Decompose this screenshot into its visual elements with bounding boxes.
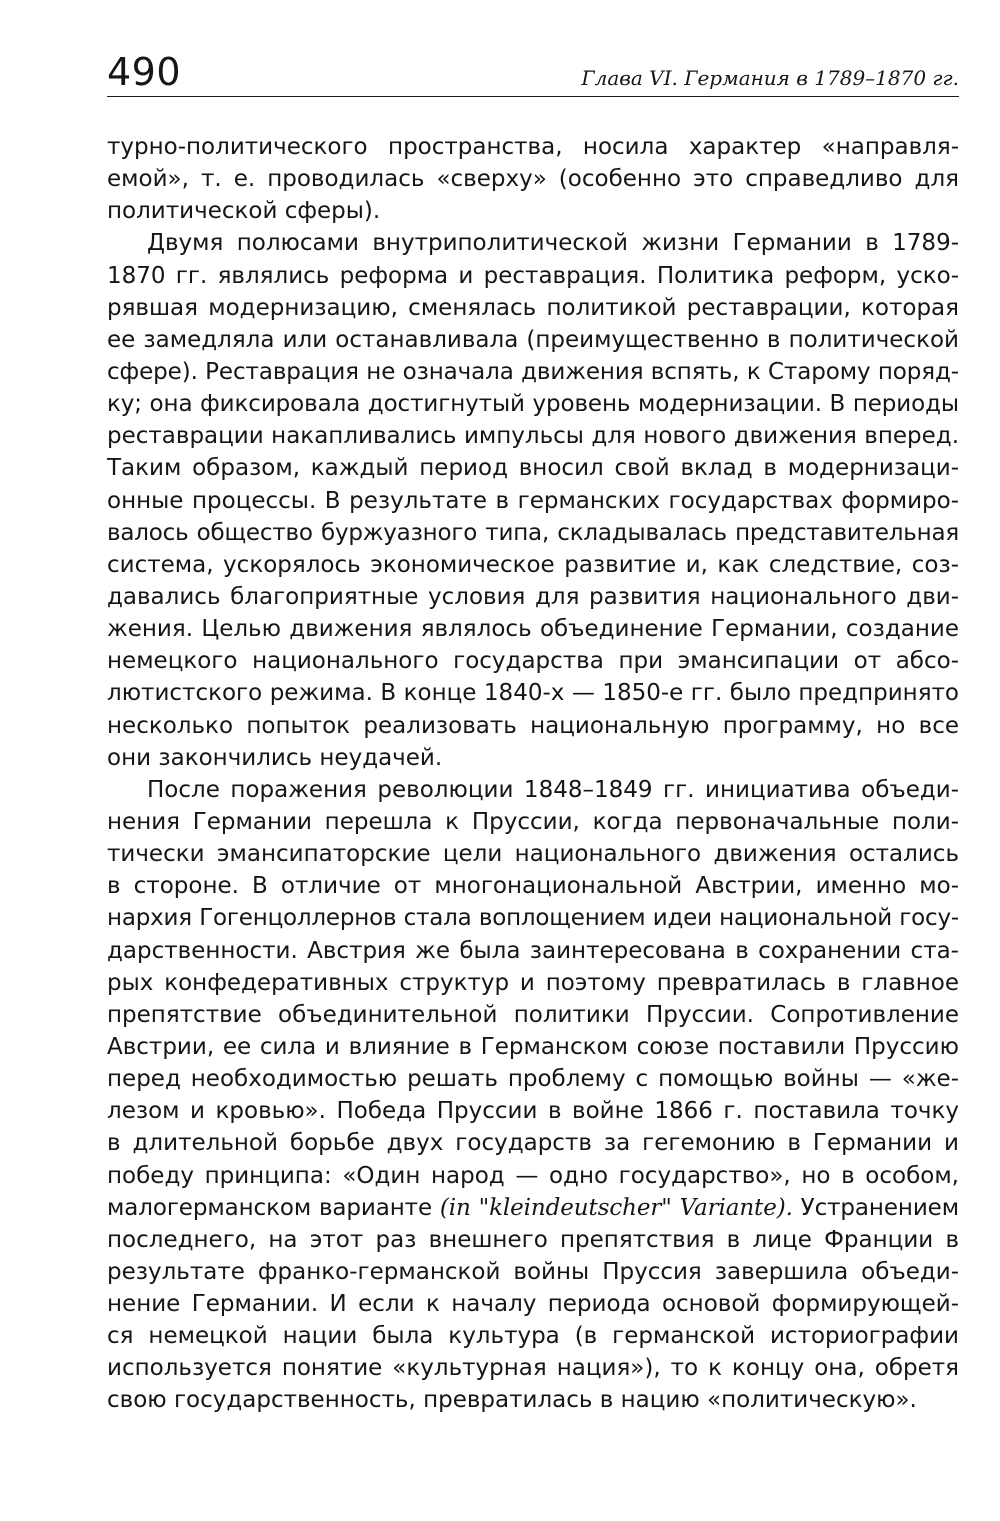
text-line: система, ускорялось экономическое развитие и, как следствие, соз- <box>107 551 959 578</box>
text-line: несколько попыток реализовать национальную программу, но все <box>107 712 959 739</box>
text-line: в длительной борьбе двух государств за гегемонию в Германии и <box>107 1130 959 1157</box>
text-line: емой», т. е. проводилась «сверху» (особенно это справедливо для <box>107 166 959 193</box>
text-line: свою государственность, превратилась в нацию «политическую». <box>107 1387 917 1414</box>
text-line: сфере). Реставрация не означала движения вспять, к Старому поряд- <box>107 358 959 385</box>
text-line: После поражения революции 1848–1849 гг. инициатива объеди- <box>147 776 959 803</box>
text-line: онные процессы. В результате в германских государствах формиро- <box>107 487 959 514</box>
text-line: давались благоприятные условия для развития национального дви- <box>107 583 959 610</box>
text-line: ее замедляла или останавливала (преимущественно в политической <box>107 326 959 353</box>
text-segment: малогерманском варианте <box>107 1194 440 1221</box>
text-line: Двумя полюсами внутриполитической жизни Германии в 1789- <box>147 230 959 257</box>
text-line: Австрии, ее сила и влияние в Германском союзе поставили Пруссию <box>107 1033 959 1060</box>
chapter-title: Глава VI. Германия в 1789–1870 гг. <box>581 66 959 90</box>
text-line: рявшая модернизацию, сменялась политикой реставрации, которая <box>107 294 959 321</box>
text-line: Таким образом, каждый период вносил свой вклад в модернизаци- <box>107 455 959 482</box>
paragraph-1 <box>107 131 959 227</box>
text-line: они закончились неудачей. <box>107 744 443 771</box>
text-line: лезом и кровью». Победа Пруссии в войне 1866 г. поставила точку <box>107 1098 959 1125</box>
paragraph-2 <box>107 227 959 773</box>
text-line: нение Германии. И если к началу периода основой формирующей- <box>107 1291 959 1318</box>
text-line: в стороне. В отличие от многонациональной Австрии, именно мо- <box>107 873 959 900</box>
text-line: перед необходимостью решать проблему с помощью войны — «же- <box>107 1066 959 1093</box>
text-line: 1870 гг. являлись реформа и реставрация. Политика реформ, уско- <box>107 262 959 289</box>
text-line: тически эмансипаторские цели национального движения остались <box>107 841 959 868</box>
text-line: последнего, на этот раз внешнего препятствия в лице Франции в <box>107 1226 959 1253</box>
paragraph-3 <box>107 774 959 1417</box>
text-line: ку; она фиксировала достигнутый уровень модернизации. В периоды <box>107 391 959 418</box>
page-number: 490 <box>107 50 182 94</box>
running-header <box>107 52 959 97</box>
text-segment: Устранением <box>792 1194 959 1221</box>
body-text <box>107 131 959 1417</box>
text-line: нения Германии перешла к Пруссии, когда первоначальные поли- <box>107 808 959 835</box>
text-line: жения. Целью движения являлось объединение Германии, создание <box>107 616 959 643</box>
italic-phrase: (in "kleindeutscher" Variante). <box>439 1194 793 1221</box>
text-line: ся немецкой нации была культура (в германской историографии <box>107 1323 959 1350</box>
text-line: лютистского режима. В конце 1840-х — 1850-е гг. было предпринято <box>107 680 959 707</box>
text-line: политической сферы). <box>107 198 381 225</box>
text-line: реставрации накапливались импульсы для нового движения вперед. <box>107 423 959 450</box>
text-line: немецкого национального государства при эмансипации от абсо- <box>107 648 959 675</box>
text-line: результате франко-германской войны Пруссия завершила объеди- <box>107 1258 959 1285</box>
text-line: препятствие объединительной политики Пруссии. Сопротивление <box>107 1001 959 1028</box>
text-line: турно-политического пространства, носила характер «направля- <box>107 134 959 160</box>
text-line: нархия Гогенцоллернов стала воплощением идеи национальной госу- <box>107 905 959 932</box>
text-line: используется понятие «культурная нация»), то к концу она, обретя <box>107 1355 959 1382</box>
text-line: дарственности. Австрия же была заинтересована в сохранении ста- <box>107 937 959 964</box>
text-line-with-italic <box>107 1192 959 1224</box>
text-line: валось общество буржуазного типа, складывалась представительная <box>107 519 959 546</box>
text-line: победу принципа: «Один народ — одно государство», но в особом, <box>107 1162 959 1189</box>
text-line: рых конфедеративных структур и поэтому превратилась в главное <box>107 969 959 996</box>
